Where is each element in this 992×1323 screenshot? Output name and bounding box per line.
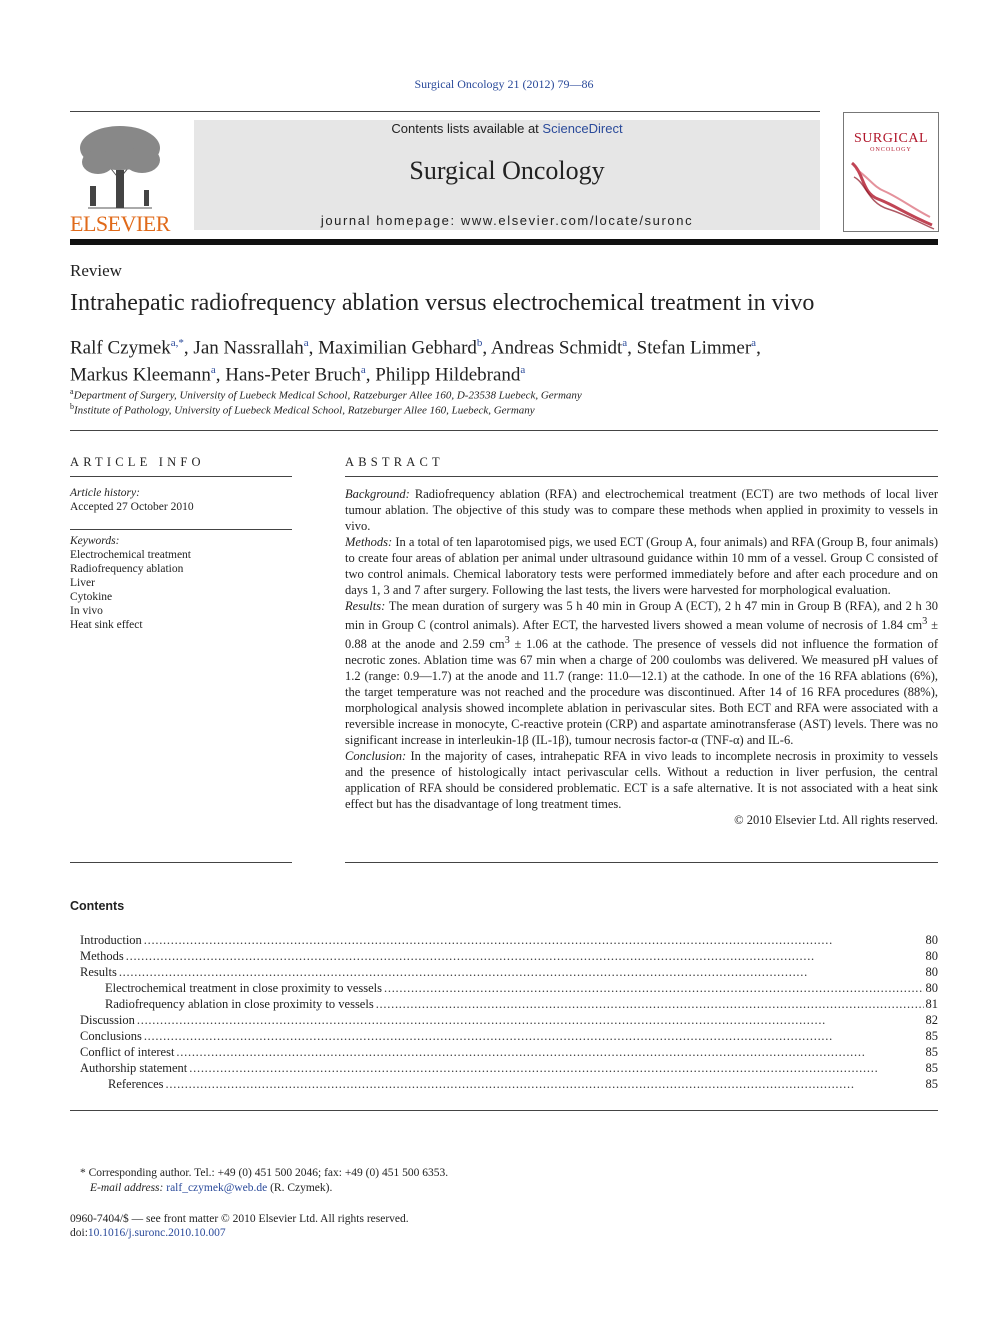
author: Markus Kleemann bbox=[70, 364, 211, 386]
article-info-heading: ARTICLE INFO bbox=[70, 455, 205, 469]
author: Jan Nassrallah bbox=[193, 337, 304, 359]
contents-prefix: Contents lists available at bbox=[391, 121, 543, 136]
history-label: Article history: bbox=[70, 487, 140, 499]
toc-entry[interactable] bbox=[80, 1012, 938, 1028]
footnote-mark: * bbox=[80, 1167, 86, 1179]
author: Maximilian Gebhard bbox=[318, 337, 477, 359]
affiliation-text: Department of Surgery, University of Luebeck Medical School, Ratzeburger Allee 160, D-23538 Luebeck, Germany bbox=[73, 389, 582, 402]
keyword: Radiofrequency ablation bbox=[70, 563, 184, 575]
info-divider bbox=[70, 476, 292, 477]
author-separator: , bbox=[482, 337, 491, 359]
author-separator: , bbox=[756, 337, 761, 359]
toc-entry[interactable] bbox=[80, 1076, 938, 1092]
doi-label: doi: bbox=[70, 1227, 88, 1239]
results-text: The mean duration of surgery was 5 h 40 min in Group A (ECT), 2 h 47 min in Group B (RFA), and 2 h 30 min in Group C (control animals). After ECT, the harvested livers showed a mean volume of necrosis of 1.84 cm bbox=[345, 599, 938, 633]
toc-title[interactable]: Conflict of interest bbox=[80, 1045, 175, 1059]
journal-cover bbox=[843, 112, 939, 232]
toc-leader bbox=[166, 1076, 924, 1092]
author-list bbox=[70, 332, 940, 387]
article-history bbox=[70, 486, 292, 514]
results-text: ± 0.88 at the anode and 2.59 cm bbox=[345, 618, 938, 652]
author-affiliation-link[interactable]: a bbox=[303, 337, 309, 349]
toc-page: 85 bbox=[925, 1045, 938, 1059]
author-affiliation-link[interactable]: a,* bbox=[170, 337, 184, 349]
toc-page: 80 bbox=[925, 949, 938, 963]
conclusion-label: Conclusion: bbox=[345, 749, 407, 764]
toc-leader bbox=[137, 1012, 924, 1028]
accepted-date: Accepted 27 October 2010 bbox=[70, 501, 194, 513]
toc-leader bbox=[126, 948, 924, 964]
results-text: ± 1.06 at the cathode. The presence of vessels did not influence the formation of necrotic zones. Ablation time was 67 min when a charge of 200 coulombs was delivered. We measured pH values of 1.2 (range: 0.9—1.7) at the anode and 11.7 (range: 11.0—12.1) at the cathode. In one of the 16 RFA ablations (6%), the target temperature was not reached and the procedure was discontinued. After 14 of 16 RFA procedures (88%), morphological analysis showed incomplete ablation in perivascular sites. Both ECT and RFA were associated with a reversible increase in monocyte, C-reactive protein (CRP) and aspartate aminotransferase (AST) levels. There was no significant increase in interleukin-1β (IL-1β), tumour necrosis factor-α (TNF-α) and IL-6. bbox=[345, 637, 938, 748]
superscript: 3 bbox=[922, 616, 928, 627]
toc-entry[interactable] bbox=[80, 932, 938, 948]
author-affiliation-link[interactable]: a bbox=[520, 364, 526, 377]
toc-entry[interactable] bbox=[80, 1028, 938, 1044]
copyright: © 2010 Elsevier Ltd. All rights reserved. bbox=[734, 813, 938, 828]
keywords-label: Keywords: bbox=[70, 535, 120, 547]
abstract-methods bbox=[345, 534, 938, 598]
affiliation bbox=[70, 387, 582, 402]
doi-line bbox=[70, 1226, 226, 1241]
toc-entry[interactable] bbox=[80, 996, 938, 1012]
email-link[interactable]: ralf_czymek@web.de bbox=[166, 1182, 268, 1194]
article-title: Intrahepatic radiofrequency ablation versus electrochemical treatment in vivo bbox=[70, 290, 815, 316]
journal-homepage[interactable]: journal homepage: www.elsevier.com/locate/suronc bbox=[320, 213, 694, 228]
cover-artwork bbox=[844, 113, 938, 231]
header-thick-rule bbox=[70, 239, 938, 245]
email-owner: (R. Czymek). bbox=[267, 1182, 333, 1194]
affiliation-mark: a bbox=[70, 387, 74, 396]
title-divider bbox=[70, 430, 938, 431]
doi-link[interactable]: 10.1016/j.suronc.2010.10.007 bbox=[87, 1227, 226, 1239]
contents-bottom-rule bbox=[70, 1110, 938, 1111]
toc-page: 85 bbox=[925, 1061, 938, 1075]
toc-leader bbox=[119, 964, 924, 980]
toc-leader bbox=[376, 996, 924, 1012]
toc-entry[interactable] bbox=[80, 1060, 938, 1076]
toc-page: 82 bbox=[925, 1013, 938, 1027]
corresponding-text: Corresponding author. Tel.: +49 (0) 451 500 2046; fax: +49 (0) 451 500 6353. bbox=[88, 1167, 449, 1179]
toc-leader bbox=[176, 1044, 923, 1060]
keywords bbox=[70, 534, 292, 632]
toc-leader bbox=[144, 1028, 924, 1044]
background-label: Background: bbox=[345, 487, 410, 501]
toc-title[interactable]: Introduction bbox=[80, 933, 142, 947]
author: Stefan Limmer bbox=[636, 337, 752, 359]
keyword: Liver bbox=[70, 577, 95, 589]
author: Hans-Peter Bruch bbox=[225, 364, 361, 386]
toc-leader bbox=[384, 980, 924, 996]
author-affiliation-link[interactable]: a bbox=[751, 337, 757, 349]
email-footnote bbox=[90, 1181, 332, 1196]
sciencedirect-link[interactable]: ScienceDirect bbox=[542, 121, 623, 136]
issn-line: 0960-7404/$ — see front matter © 2010 Elsevier Ltd. All rights reserved. bbox=[70, 1213, 409, 1225]
author-separator: , bbox=[365, 364, 376, 386]
contents-available bbox=[194, 121, 820, 136]
keyword: Electrochemical treatment bbox=[70, 549, 192, 561]
toc-page: 81 bbox=[925, 997, 938, 1011]
toc-leader bbox=[189, 1060, 923, 1076]
author-affiliation-link[interactable]: b bbox=[476, 337, 483, 349]
author: Andreas Schmidt bbox=[490, 337, 623, 359]
contents-heading: Contents bbox=[70, 899, 125, 913]
toc-page: 80 bbox=[925, 965, 938, 979]
author-affiliation-link[interactable]: a bbox=[210, 364, 216, 377]
header-divider bbox=[70, 111, 820, 112]
conclusion-text: In the majority of cases, intrahepatic RFA in vivo leads to incomplete necrosis in proximity to vessels and the presence of histologically intact perivascular cells. Without a reduction in liver perfusion, the central application of RFA should be considered problematic. ECT is a safe alternative. It is not associated with a heat sink effect but has the disadvantage of long treatment times. bbox=[345, 749, 938, 812]
toc-page: 85 bbox=[925, 1029, 938, 1043]
author-affiliation-link[interactable]: a bbox=[360, 364, 366, 377]
keyword: Cytokine bbox=[70, 591, 113, 603]
journal-name: Surgical Oncology bbox=[409, 156, 605, 185]
toc-title[interactable]: Results bbox=[80, 965, 117, 979]
author: Philipp Hildebrand bbox=[375, 364, 521, 386]
journal-citation[interactable]: Surgical Oncology 21 (2012) 79—86 bbox=[414, 77, 594, 91]
keyword: Heat sink effect bbox=[70, 619, 143, 631]
author-separator: , bbox=[183, 337, 194, 359]
author: Ralf Czymek bbox=[70, 337, 171, 359]
toc-page: 85 bbox=[925, 1077, 938, 1091]
author-separator: , bbox=[215, 364, 226, 386]
toc-page: 80 bbox=[925, 981, 938, 995]
methods-label: Methods: bbox=[345, 535, 393, 549]
table-of-contents bbox=[80, 932, 938, 1092]
keyword: In vivo bbox=[70, 605, 103, 617]
results-label: Results: bbox=[345, 599, 386, 613]
abstract-bottom-rule bbox=[345, 862, 938, 863]
toc-title[interactable]: Authorship statement bbox=[80, 1061, 188, 1075]
toc-title[interactable]: Radiofrequency ablation in close proximity to vessels bbox=[105, 997, 374, 1011]
elsevier-wordmark: ELSEVIER bbox=[70, 211, 170, 236]
toc-page: 80 bbox=[925, 933, 938, 947]
methods-text: In a total of ten laparotomised pigs, we used ECT (Group A, four animals) and RFA (Group B, four animals) to create four areas of ablation per animal under ultrasound guidance within 10 mm of a vessel. Group C consisted of two control animals. Chemical laboratory tests were performed immediately before and after each procedure and on days 1, 3 and 7 after surgery. Following the last tests, the livers were harvested for morphological evaluation. bbox=[345, 535, 938, 597]
affiliation-text: Institute of Pathology, University of Luebeck Medical School, Ratzeburger Allee 160, Luebeck, Germany bbox=[74, 404, 535, 417]
toc-entry[interactable] bbox=[80, 1044, 938, 1060]
toc-entry[interactable] bbox=[80, 964, 938, 980]
cover-title: SURGICAL bbox=[853, 131, 928, 146]
author-separator: , bbox=[308, 337, 319, 359]
author-separator: , bbox=[627, 337, 637, 359]
toc-leader bbox=[144, 932, 924, 948]
corresponding-footnote bbox=[80, 1166, 448, 1181]
info-bottom-rule bbox=[70, 862, 292, 863]
toc-title[interactable]: Conclusions bbox=[80, 1029, 142, 1043]
toc-title[interactable]: Methods bbox=[80, 949, 124, 963]
toc-title[interactable]: Discussion bbox=[80, 1013, 135, 1027]
toc-title[interactable]: References bbox=[108, 1077, 164, 1091]
affiliation bbox=[70, 402, 535, 417]
toc-entry[interactable] bbox=[80, 948, 938, 964]
abstract-body bbox=[345, 486, 938, 828]
abstract-heading: ABSTRACT bbox=[345, 455, 444, 469]
author-affiliation-link[interactable]: a bbox=[622, 337, 628, 349]
abstract-results bbox=[345, 598, 938, 748]
info-divider bbox=[70, 529, 292, 530]
toc-entry[interactable] bbox=[80, 980, 938, 996]
abstract-conclusion bbox=[345, 748, 938, 812]
cover-subtitle: ONCOLOGY bbox=[870, 147, 912, 153]
article-type: Review bbox=[70, 261, 122, 280]
superscript: 3 bbox=[504, 635, 510, 647]
background-text: Radiofrequency ablation (RFA) and electrochemical treatment (ECT) are two methods of local liver tumour ablation. The objective of this study was to compare these methods when applied in proximity to vessels in vivo. bbox=[345, 487, 938, 533]
affiliation-mark: b bbox=[70, 402, 74, 411]
email-label: E-mail address: bbox=[90, 1182, 164, 1194]
abstract-background bbox=[345, 486, 938, 534]
toc-title[interactable]: Electrochemical treatment in close proximity to vessels bbox=[105, 981, 382, 995]
abstract-divider bbox=[345, 476, 938, 477]
